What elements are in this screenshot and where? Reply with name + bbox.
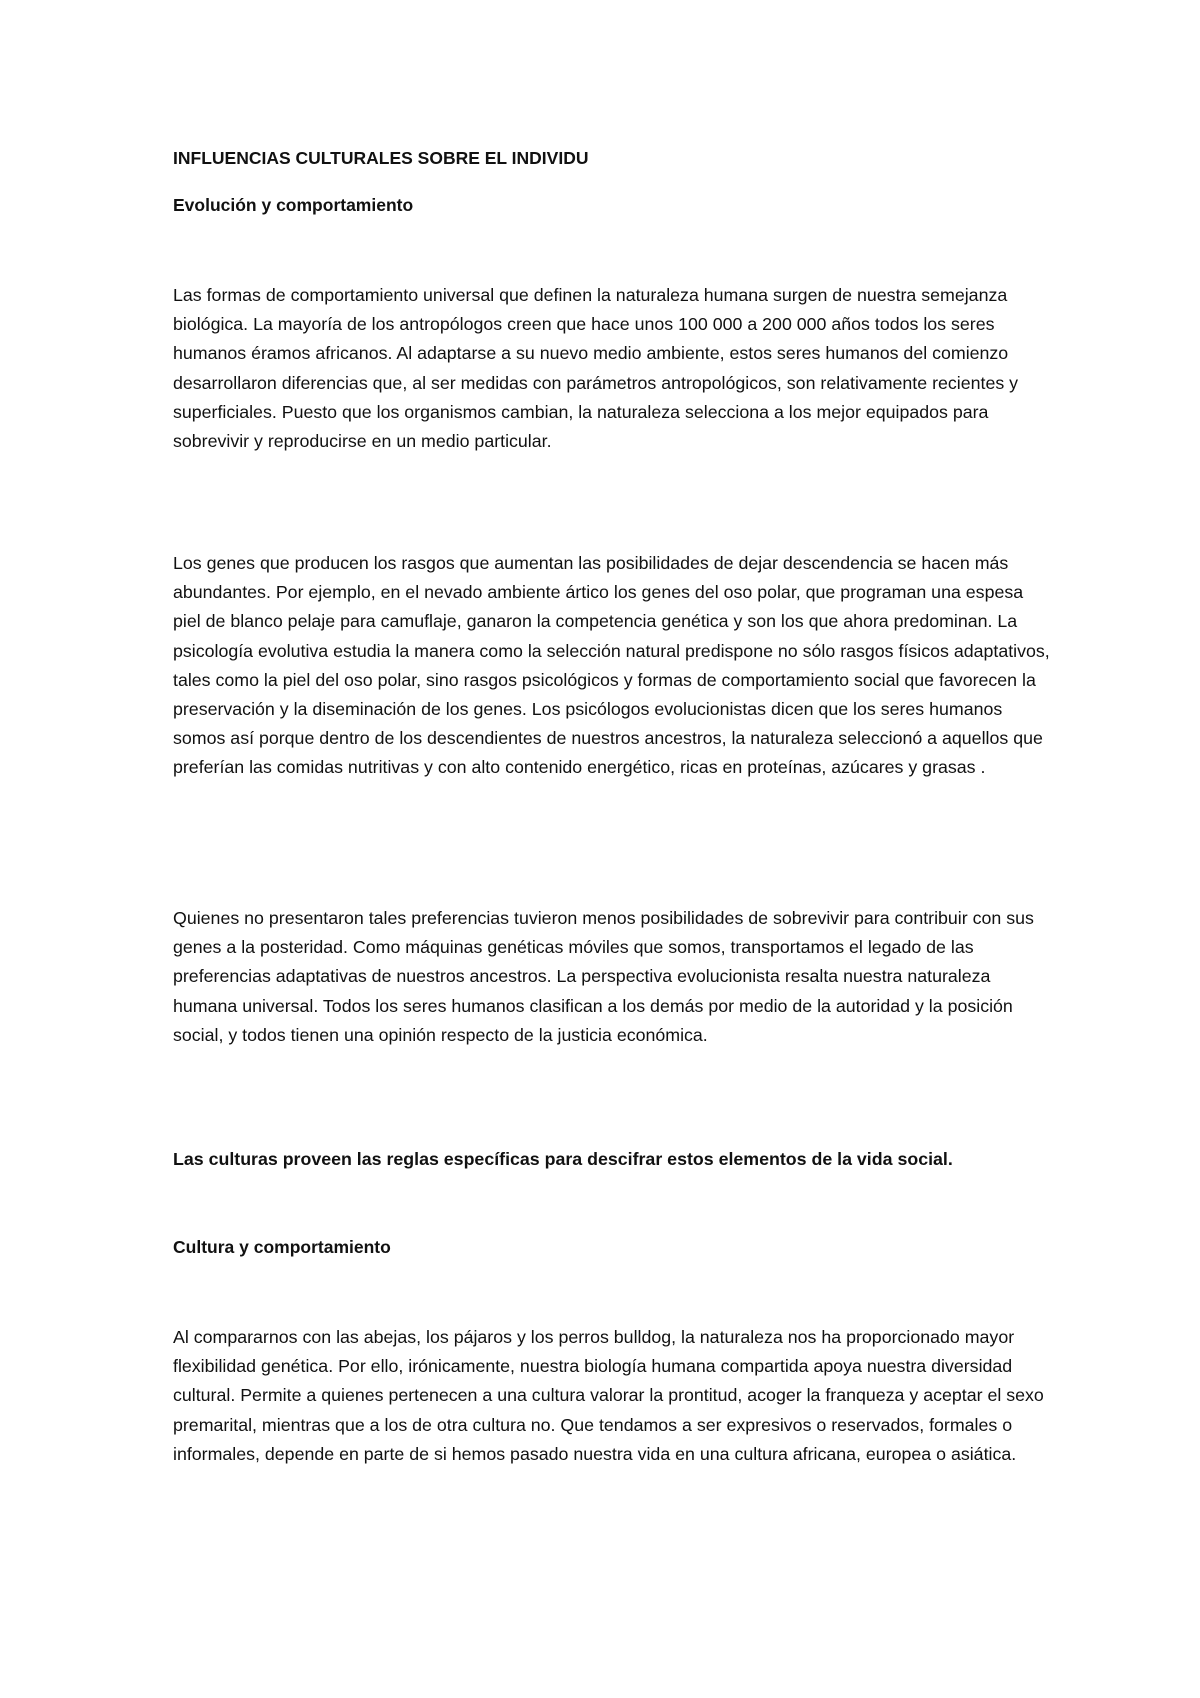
paragraph-3: Quienes no presentaron tales preferencias tuvieron menos posibilidades de sobrevivir para contribuir con sus genes a la posteridad. Como máquinas genéticas móviles que somos, transportamos el legado de las preferencias adaptativas de nuestros ancestros. La perspectiva evolucionista resalta nuestra naturaleza humana universal. Todos los seres humanos clasifican a los demás por medio de la autoridad y la posición social, y todos tienen una opinión respecto de la justicia económica. (173, 908, 1034, 1045)
paragraph-2: Los genes que producen los rasgos que aumentan las posibilidades de dejar descendencia se hacen más abundantes. Por ejemplo, en el nevado ambiente ártico los genes del oso polar, que programan una espesa piel de blanco pelaje para camuflaje, ganaron la competencia genética y son los que ahora predominan. La psicología evolutiva estudia la manera como la selección natural predispone no sólo rasgos físicos adaptativos, tales como la piel del oso polar, sino rasgos psicológicos y formas de comportamiento social que favorecen la preservación y la diseminación de los genes. Los psicólogos evolucionistas dicen que los seres humanos somos así porque dentro de los descendientes de nuestros ancestros, la naturaleza seleccionó a aquellos que preferían las comidas nutritivas y con alto contenido energético, ricas en proteínas, azúcares y grasas . (173, 553, 1050, 778)
paragraph-1: Las formas de comportamiento universal que definen la naturaleza humana surgen de nuestra semejanza biológica. La mayoría de los antropólogos creen que hace unos 100 000 a 200 000 años todos los seres humanos éramos africanos. Al adaptarse a su nuevo medio ambiente, estos seres humanos del comienzo desarrollaron diferencias que, al ser medidas con parámetros antropológicos, son relativamente recientes y superficiales. Puesto que los organismos cambian, la naturaleza selecciona a los mejor equipados para sobrevivir y reproducirse en un medio particular. (173, 285, 1019, 452)
paragraph-4: Al compararnos con las abejas, los pájaros y los perros bulldog, la naturaleza nos ha proporcionado mayor flexibilidad genética. Por ello, irónicamente, nuestra biología humana compartida apoya nuestra diversidad cultural. Permite a quienes pertenecen a una cultura valorar la prontitud, acoger la franqueza y aceptar el sexo premarital, mientras que a los de otra cultura no. Que tendamos a ser expresivos o reservados, formales o informales, depende en parte de si hemos pasado nuestra vida en una cultura africana, europea o asiática. (173, 1327, 1044, 1464)
section-heading: Cultura y comportamiento (173, 1237, 391, 1257)
document-subtitle: Evolución y comportamiento (173, 195, 414, 215)
document-title: INFLUENCIAS CULTURALES SOBRE EL INDIVIDU (173, 148, 589, 168)
bold-statement: Las culturas proveen las reglas específicas para descifrar estos elementos de la vida social. (173, 1149, 953, 1169)
